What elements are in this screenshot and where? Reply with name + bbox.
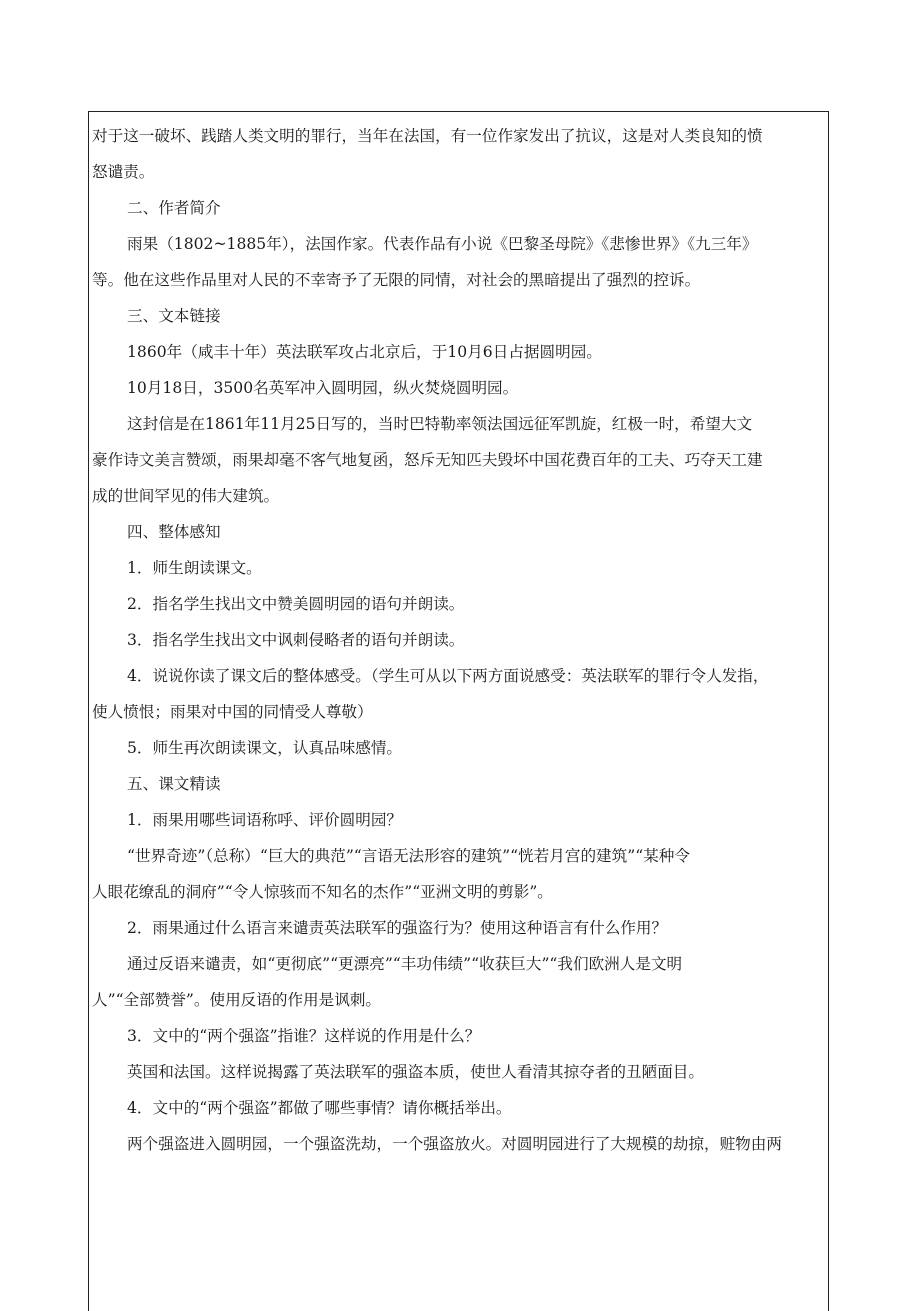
document-body xyxy=(92,118,827,1162)
text-line: 3．文中的“两个强盗”指谁？这样说的作用是什么？ xyxy=(127,1027,481,1045)
text-line: 等。他在这些作品里对人民的不幸寄予了无限的同情，对社会的黑暗提出了强烈的控诉。 xyxy=(92,271,701,289)
text-line: 1．师生朗读课文。 xyxy=(127,559,262,577)
text-line: 4．文中的“两个强盗”都做了哪些事情？请你概括举出。 xyxy=(127,1099,512,1117)
text-line: 三、文本链接 xyxy=(127,307,221,325)
text-line: 使人愤恨；雨果对中国的同情受人尊敬） xyxy=(92,703,373,721)
text-line: 人”“全部赞誉”。使用反语的作用是讽刺。 xyxy=(92,991,382,1009)
text-line: 10月18日，3500名英军冲入圆明园，纵火焚烧圆明园。 xyxy=(127,379,519,397)
text-line: 2．指名学生找出文中赞美圆明园的语句并朗读。 xyxy=(127,595,465,613)
text-line: 1860年（咸丰十年）英法联军攻占北京后，于10月6日占据圆明园。 xyxy=(127,343,602,361)
text-line: 3．指名学生找出文中讽刺侵略者的语句并朗读。 xyxy=(127,631,465,649)
text-line: 豪作诗文美言赞颂，雨果却毫不客气地复函，怒斥无知匹夫毁坏中国花费百年的工夫、巧夺天工建 xyxy=(92,451,763,469)
text-line: 5．师生再次朗读课文，认真品味感情。 xyxy=(127,739,403,757)
text-line: 二、作者简介 xyxy=(127,199,221,217)
text-line: 雨果（1802~1885年），法国作家。代表作品有小说《巴黎圣母院》《悲惨世界》《九三年》 xyxy=(127,235,758,253)
text-line: 1．雨果用哪些词语称呼、评价圆明园？ xyxy=(127,811,403,829)
text-line: “世界奇迹”（总称）“巨大的典范”“言语无法形容的建筑”“恍若月宫的建筑”“某种令 xyxy=(127,847,690,865)
text-line: 这封信是在1861年11月25日写的，当时巴特勒率领法国远征军凯旋，红极一时，希望大文 xyxy=(127,415,753,433)
text-line: 人眼花缭乱的洞府”“令人惊骇而不知名的杰作”“亚洲文明的剪影”。 xyxy=(92,883,553,901)
text-line: 2．雨果通过什么语言来谴责英法联军的强盗行为？使用这种语言有什么作用？ xyxy=(127,919,668,937)
text-line: 两个强盗进入圆明园，一个强盗洗劫，一个强盗放火。对圆明园进行了大规模的劫掠，赃物由两 xyxy=(127,1135,782,1153)
text-line: 怒谴责。 xyxy=(92,163,155,181)
text-line: 4．说说你读了课文后的整体感受。（学生可从以下两方面说感受：英法联军的罪行令人发指， xyxy=(127,667,769,685)
text-line: 英国和法国。这样说揭露了英法联军的强盗本质，使世人看清其掠夺者的丑陋面目。 xyxy=(127,1063,704,1081)
text-line: 成的世间罕见的伟大建筑。 xyxy=(92,487,280,505)
text-line: 对于这一破坏、践踏人类文明的罪行，当年在法国，有一位作家发出了抗议，这是对人类良知的愤 xyxy=(92,127,763,145)
text-line: 五、课文精读 xyxy=(127,775,221,793)
text-line: 通过反语来谴责，如“更彻底”“更漂亮”“丰功伟绩”“收获巨大”“我们欧洲人是文明 xyxy=(127,955,683,973)
text-line: 四、整体感知 xyxy=(127,523,221,541)
